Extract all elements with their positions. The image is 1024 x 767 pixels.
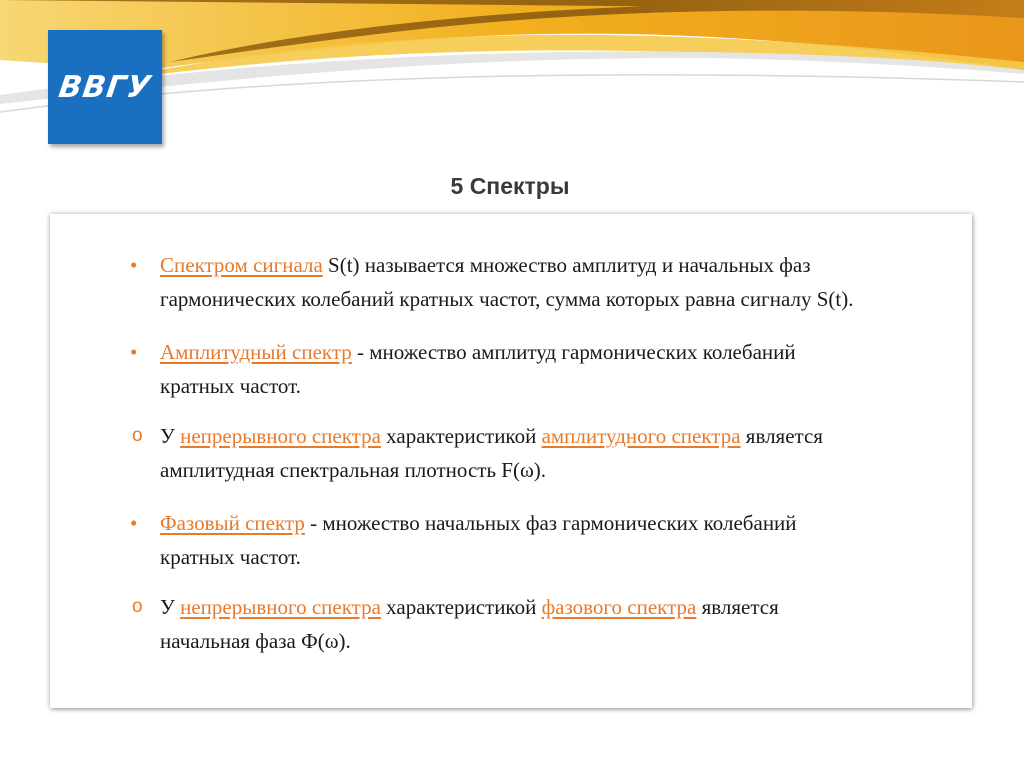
bullet-marker: • [130, 253, 138, 277]
list-item [130, 335, 960, 403]
university-logo [48, 30, 162, 144]
circle-marker: o [132, 425, 143, 446]
list-item [130, 248, 960, 316]
term-link[interactable]: Амплитудный спектр [160, 340, 352, 364]
item-text: является [740, 424, 823, 448]
item-text: - множество амплитуд гармонических колебаний [351, 340, 796, 364]
item-text: характеристикой [380, 595, 542, 619]
term-link[interactable]: Фазовый спектр [160, 511, 305, 535]
term-link[interactable]: фазового спектра [541, 595, 697, 619]
item-text-line2: гармонических колебаний кратных частот, сумма которых равна сигналу S(t). [160, 287, 854, 311]
item-text: S(t) называется множество амплитуд и начальных фаз [322, 253, 811, 277]
list-item [132, 590, 960, 658]
term-link[interactable]: Спектром сигнала [160, 253, 323, 277]
item-text: - множество начальных фаз гармонических колебаний [304, 511, 797, 535]
item-text-line2: амплитудная спектральная плотность F(ω). [160, 458, 547, 482]
content-panel [50, 214, 972, 708]
item-text-line2: начальная фаза Ф(ω). [160, 629, 351, 653]
term-link[interactable]: непрерывного спектра [180, 595, 381, 619]
bullet-marker: • [130, 340, 138, 364]
list-item [132, 419, 960, 487]
item-text-line2: кратных частот. [160, 374, 301, 398]
item-text: У [160, 424, 181, 448]
list-item [130, 506, 960, 574]
item-text: характеристикой [380, 424, 542, 448]
term-link[interactable]: непрерывного спектра [180, 424, 381, 448]
slide-title: 5 Спектры [450, 173, 570, 199]
item-text-line2: кратных частот. [160, 545, 301, 569]
bullet-marker: • [130, 511, 138, 535]
term-link[interactable]: амплитудного спектра [541, 424, 741, 448]
circle-marker: o [132, 596, 143, 617]
item-text: является [696, 595, 779, 619]
logo-text: ВВГУ [56, 69, 154, 105]
item-text: У [160, 595, 181, 619]
